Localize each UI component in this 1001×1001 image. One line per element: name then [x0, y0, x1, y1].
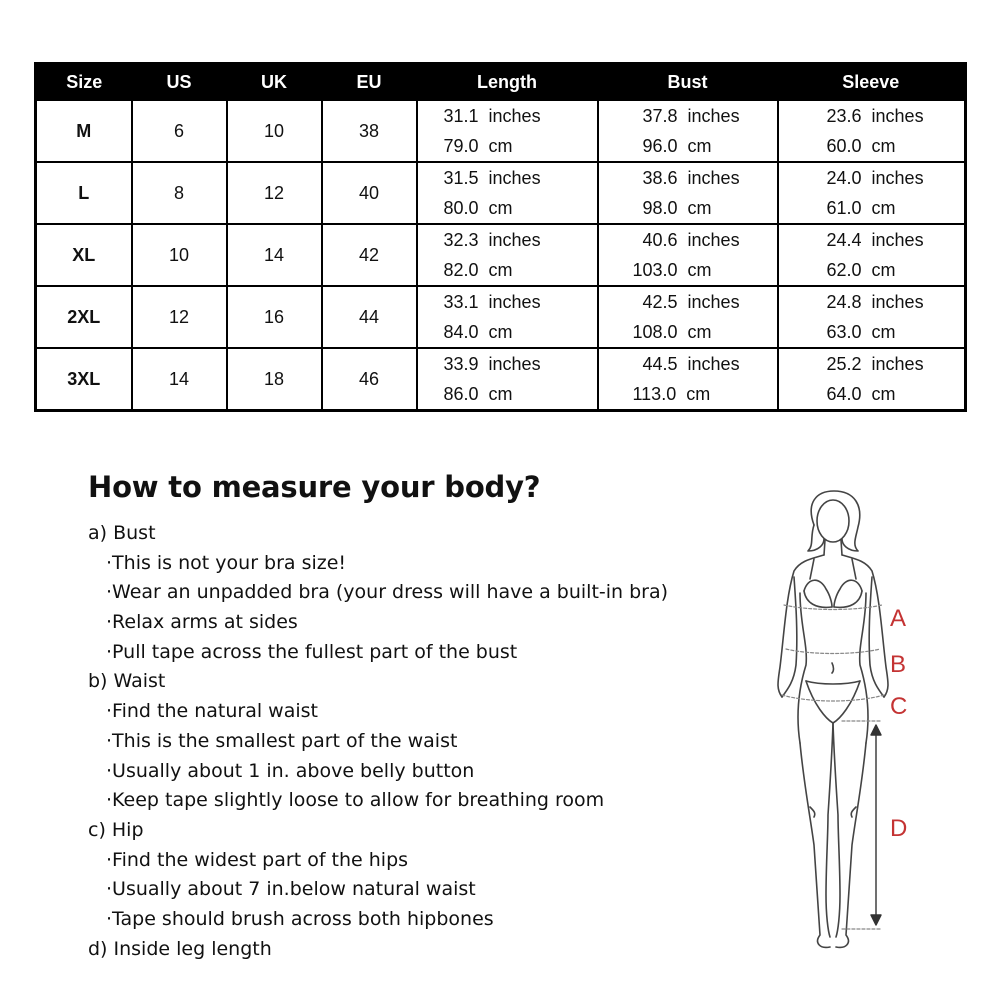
header-size: Size [36, 64, 132, 101]
guide-tip: ·Usually about 1 in. above belly button [106, 759, 475, 782]
length-inches: 32.3 inches [443, 230, 541, 250]
size-cell: M [36, 100, 132, 162]
header-bust: Bust [598, 64, 778, 101]
sleeve-cm: 63.0 cm [826, 322, 896, 342]
length-cm: 82.0 cm [443, 260, 513, 280]
length-cell [417, 162, 598, 224]
guide-heading-bust: a) Bust [88, 522, 156, 544]
guide-title: How to measure your body? [88, 470, 541, 504]
us-cell: 14 [132, 348, 227, 411]
bust-inches: 40.6 inches [642, 230, 740, 250]
length-cell [417, 100, 598, 162]
figure-label-d: D [890, 815, 908, 842]
bust-inches: 38.6 inches [642, 168, 740, 188]
guide-heading-inside-leg: d) Inside leg length [88, 937, 272, 960]
table-row [36, 162, 966, 224]
guide-tip: ·Relax arms at sides [106, 611, 298, 634]
bust-inches: 42.5 inches [642, 292, 740, 312]
sleeve-cm: 60.0 cm [826, 136, 896, 156]
sleeve-cell [778, 224, 966, 286]
size-chart-table [34, 62, 967, 412]
sleeve-cell [778, 100, 966, 162]
header-sleeve: Sleeve [778, 64, 966, 101]
uk-cell: 12 [227, 162, 322, 224]
body-outline-icon [770, 485, 920, 965]
sleeve-cm: 61.0 cm [826, 198, 896, 218]
guide-heading-hip: c) Hip [88, 818, 144, 841]
eu-cell: 46 [322, 348, 417, 411]
bust-cell [598, 100, 778, 162]
figure-label-c: C [890, 693, 908, 720]
eu-cell: 44 [322, 286, 417, 348]
bust-cell [598, 348, 778, 411]
us-cell: 10 [132, 224, 227, 286]
table-row [36, 224, 966, 286]
guide-tip: ·This is not your bra size! [106, 551, 347, 574]
uk-cell: 18 [227, 348, 322, 411]
length-inches: 31.5 inches [443, 168, 541, 188]
guide-tip: ·This is the smallest part of the waist [106, 729, 458, 752]
guide-tip: ·Wear an unpadded bra (your dress will have a built-in bra) [106, 581, 669, 604]
sleeve-inches: 23.6 inches [826, 106, 924, 126]
figure-label-b: B [890, 651, 907, 678]
sleeve-inches: 25.2 inches [826, 354, 924, 374]
guide-heading-waist: b) Waist [88, 670, 166, 693]
sleeve-cell [778, 162, 966, 224]
guide-tip: ·Tape should brush across both hipbones [106, 907, 494, 930]
guide-tip: ·Usually about 7 in.below natural waist [106, 878, 476, 901]
size-cell: 2XL [36, 286, 132, 348]
length-cm: 84.0 cm [443, 322, 513, 342]
table-row [36, 100, 966, 162]
sleeve-cell [778, 348, 966, 411]
length-cm: 79.0 cm [443, 136, 513, 156]
eu-cell: 40 [322, 162, 417, 224]
sleeve-cell [778, 286, 966, 348]
bust-cell [598, 286, 778, 348]
eu-cell: 38 [322, 100, 417, 162]
guide-tip: ·Find the widest part of the hips [106, 848, 409, 871]
guide-tip: ·Keep tape slightly loose to allow for breathing room [106, 789, 605, 812]
bust-inches: 44.5 inches [642, 354, 740, 374]
bust-cm: 108.0 cm [632, 322, 712, 342]
measure-guide [88, 519, 668, 964]
table-row [36, 348, 966, 411]
length-cm: 80.0 cm [443, 198, 513, 218]
sleeve-inches: 24.4 inches [826, 230, 924, 250]
bust-cm: 113.0 cm [632, 384, 711, 404]
size-cell: XL [36, 224, 132, 286]
us-cell: 12 [132, 286, 227, 348]
length-cell [417, 286, 598, 348]
length-cell [417, 224, 598, 286]
uk-cell: 16 [227, 286, 322, 348]
bust-cm: 103.0 cm [632, 260, 712, 280]
sleeve-inches: 24.0 inches [826, 168, 924, 188]
bust-cell [598, 224, 778, 286]
guide-tip: ·Find the natural waist [106, 700, 318, 723]
table-header-row [36, 64, 966, 101]
bust-cell [598, 162, 778, 224]
header-uk: UK [227, 64, 322, 101]
header-eu: EU [322, 64, 417, 101]
bust-cm: 96.0 cm [642, 136, 712, 156]
length-cm: 86.0 cm [443, 384, 513, 404]
size-cell: L [36, 162, 132, 224]
guide-tip: ·Pull tape across the fullest part of the bust [106, 640, 518, 663]
uk-cell: 10 [227, 100, 322, 162]
length-inches: 33.1 inches [443, 292, 541, 312]
us-cell: 8 [132, 162, 227, 224]
sleeve-cm: 64.0 cm [826, 384, 896, 404]
sleeve-inches: 24.8 inches [826, 292, 924, 312]
bust-cm: 98.0 cm [642, 198, 712, 218]
length-inches: 31.1 inches [443, 106, 541, 126]
sleeve-cm: 62.0 cm [826, 260, 896, 280]
length-cell [417, 348, 598, 411]
us-cell: 6 [132, 100, 227, 162]
header-us: US [132, 64, 227, 101]
table-row [36, 286, 966, 348]
body-measurement-figure [770, 485, 920, 965]
bust-inches: 37.8 inches [642, 106, 740, 126]
uk-cell: 14 [227, 224, 322, 286]
header-length: Length [417, 64, 598, 101]
length-inches: 33.9 inches [443, 354, 541, 374]
figure-label-a: A [890, 605, 907, 632]
eu-cell: 42 [322, 224, 417, 286]
size-cell: 3XL [36, 348, 132, 411]
